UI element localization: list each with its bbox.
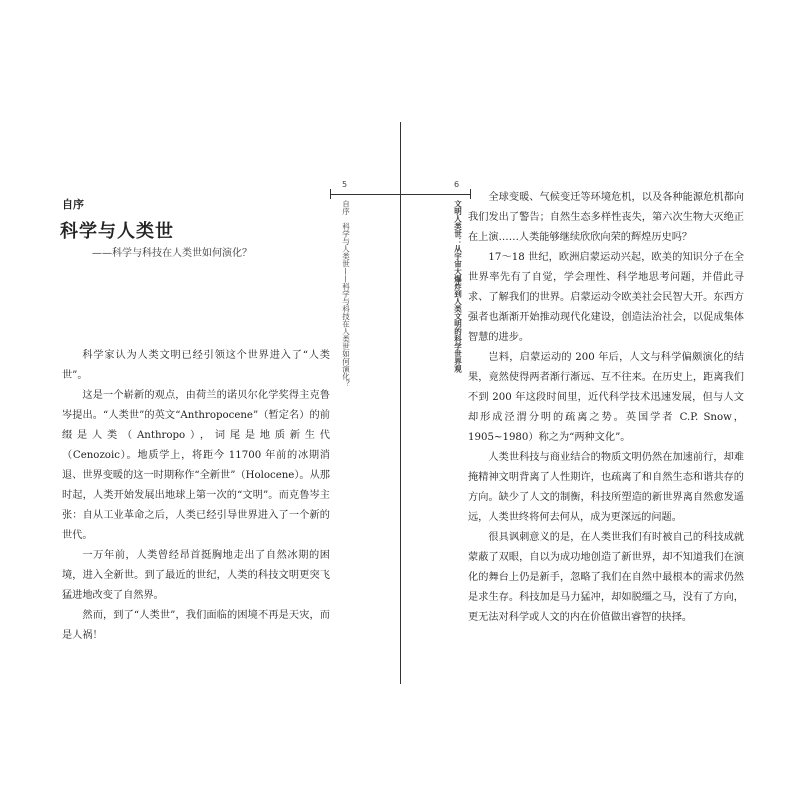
paragraph: 岂料，启蒙运动的 200 年后，人文与科学偏颇演化的结果，竟然使得两者渐行渐远、互不往来。在历史上，距离我们不到 200 年这段时间里，近代科学技术迅速发展，但与人文却形成泾渭分明的疏离之势。英国学者 C.P. Snow，1905~1980）称之为“两种文化”。 (468, 352, 744, 443)
right-page-body (468, 188, 744, 628)
left-page-number: 5 (342, 180, 348, 189)
paragraph: 17～18 世纪，欧洲启蒙运动兴起，欧美的知识分子在全世界率先有了自觉，学会理性、科学地思考问题，并借此寻求、了解我们的世界。启蒙运动令欧美社会民智大开。东西方强者也渐渐开始推动现代化建设，创造法治社会，以促成集体智慧的进步。 (468, 252, 744, 343)
paragraph: 很具讽刺意义的是，在人类世我们有时被自己的科技成就蒙蔽了双眼，自以为成功地创造了新世界，却不知道我们在演化的舞台上仍是新手，忽略了我们在自然中最根本的需求仍然是求生存。科技加是马力猛冲，却如脱缰之马，没有了方向，更无法对科学或人文的内在价值做出睿智的抉择。 (468, 532, 744, 623)
left-header-rule (330, 194, 400, 195)
chapter-title: 科学与人类世 (60, 221, 174, 242)
paragraph: 一万年前，人类曾经昂首挺胸地走出了自然冰期的困境，进入全新世。到了最近的世纪，人类的科技文明更突飞猛进地改变了自然界。 (62, 550, 330, 601)
left-page-body (62, 346, 330, 646)
left-rule-tick (330, 189, 331, 199)
right-running-head: 文明人类世：从宇宙大爆炸到人类文明的科学世界观 (453, 200, 463, 373)
paragraph: 这是一个崭新的观点，由荷兰的诺贝尔化学奖得主克鲁岑提出。“人类世”的英文“Anthropocene”（暂定名）的前缀是人类（Anthropo），词尾是地质新生代（Cenozoic）。地质学上，将距今 11700 年前的冰期消退、世界变暖的这一时期称作“全新世”（Holocene）。从那时起，人类开始发展出地球上第一次的“文明”。而克鲁岑主张：自从工业革命之后，人类已经引导世界进入了一个新的世代。 (62, 390, 330, 541)
left-running-head: 自序 科学与人类世——科学与科技在人类世如何演化？ (341, 200, 351, 388)
right-page-number: 6 (454, 180, 460, 189)
chapter-subtitle: ——科学与科技在人类世如何演化？ (92, 248, 252, 259)
paragraph: 人类世科技与商业结合的物质文明仍然在加速前行，却难掩精神文明背离了人性期许，也疏离了和自然生态和谐共存的方向。缺少了人文的制衡，科技所塑造的新世界离自然愈发遥远，人类世终将何去何从，成为更深远的问题。 (468, 452, 744, 523)
section-label: 自序 (62, 198, 84, 211)
paragraph: 科学家认为人类文明已经引领这个世界进入了“人类世”。 (62, 350, 330, 381)
right-header-rule (400, 194, 470, 195)
book-spine-line (400, 122, 401, 684)
paragraph: 全球变暖、气候变迁等环境危机，以及各种能源危机都向我们发出了警告；自然生态多样性丧失，第六次生物大灭绝正在上演……人类能够继续欣欣向荣的辉煌历史吗？ (468, 192, 744, 243)
paragraph: 然而，到了“人类世”，我们面临的困境不再是天灾，而是人祸！ (62, 610, 330, 641)
